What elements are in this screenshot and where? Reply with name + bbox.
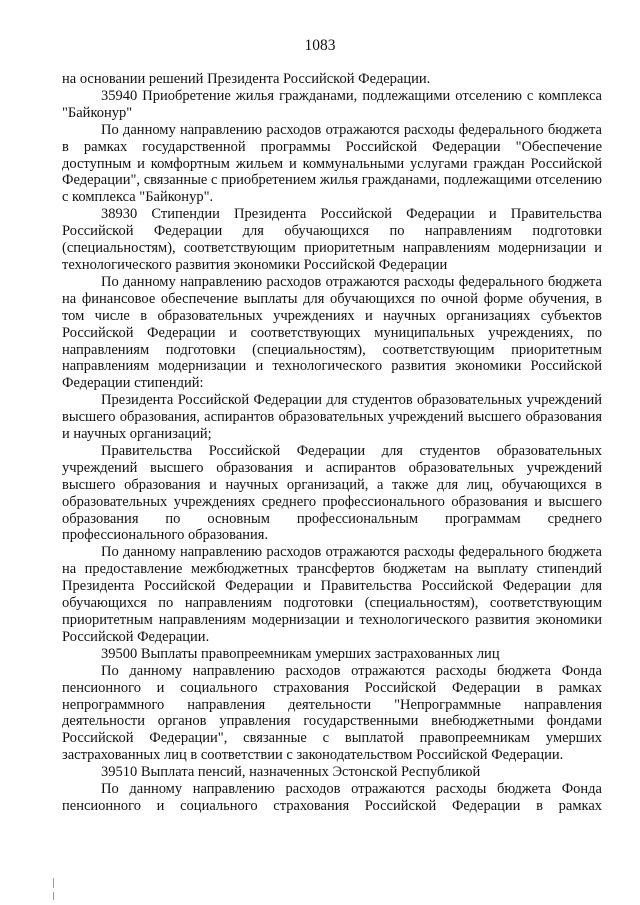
paragraph-president-scholarship: Президента Российской Федерации для студентов образовательных учреждений высшего образования, аспирантов образовательных учреждений высшего образования и научных организаций; bbox=[62, 392, 602, 443]
paragraph-39500-description: По данному направлению расходов отражаются расходы бюджета Фонда пенсионного и социального страхования Российской Федерации в рамках непрограммного направления деятельности "Непрограммные направления деятельности органов управления государственными внебюджетными фондами Российской Федерации", связанные с выплатой правопреемникам умерших застрахованных лиц в соответствии с законодательством Российской Федерации. bbox=[62, 662, 602, 764]
paragraph-35940-description: По данному направлению расходов отражаются расходы федерального бюджета в рамках государственной программы Российской Федерации "Обеспечение доступным и комфортным жильем и коммунальными услугами граждан Российской Федерации", связанные с приобретением жилья гражданами, подлежащими отселению с комплекса "Байконур". bbox=[62, 121, 602, 206]
document-body bbox=[62, 71, 602, 815]
paragraph-39510-description: По данному направлению расходов отражаются расходы бюджета Фонда пенсионного и социального страхования Российской Федерации в рамках bbox=[62, 781, 602, 814]
paragraph-38930-transfers: По данному направлению расходов отражаются расходы федерального бюджета на предоставление межбюджетных трансфертов бюджетам на выплату стипендий Президента Российской Федерации и Правительства Российской Федерации для обучающихся по направлениям подготовки (специальностям), соответствующим приоритетным направлениям модернизации и технологического развития экономики Российской Федерации. bbox=[62, 544, 602, 645]
paragraph-government-scholarship: Правительства Российской Федерации для студентов образовательных учреждений высшего образования и аспирантов образовательных учреждений высшего образования и научных организаций, а также для лиц, обучающихся в образовательных учреждениях среднего профессионального образования и высшего образования по основным профессиональным программам среднего профессионального образования. bbox=[62, 442, 602, 544]
scan-margin-mark bbox=[53, 892, 54, 900]
section-heading-39500: 39500 Выплаты правопреемникам умерших застрахованных лиц bbox=[101, 645, 500, 662]
page-number: 1083 bbox=[304, 37, 336, 54]
paragraph-38930-description: По данному направлению расходов отражаются расходы федерального бюджета на финансовое обеспечение выплаты для обучающихся по очной форме обучения, в том числе в образовательных учреждениях и научных организациях субъектов Российской Федерации и соответствующих муниципальных учреждениях, по направлениям подготовки (специальностям), соответствующим приоритетным направлениям модернизации и технологического развития экономики Российской Федерации стипендий: bbox=[62, 273, 602, 392]
scan-margin-mark bbox=[53, 878, 54, 888]
section-heading-39510: 39510 Выплата пенсий, назначенных Эстонской Республикой bbox=[101, 764, 481, 781]
section-heading-35940: 35940 Приобретение жилья гражданами, подлежащими отселению с комплекса "Байконур" bbox=[62, 87, 602, 121]
paragraph-continuation: на основании решений Президента Российской Федерации. bbox=[62, 71, 431, 87]
section-heading-38930: 38930 Стипендии Президента Российской Федерации и Правительства Российской Федерации для обучающихся по направлениям подготовки (специальностям), соответствующим приоритетным направлениям модернизации и технологического развития экономики Российской Федерации bbox=[62, 206, 602, 273]
